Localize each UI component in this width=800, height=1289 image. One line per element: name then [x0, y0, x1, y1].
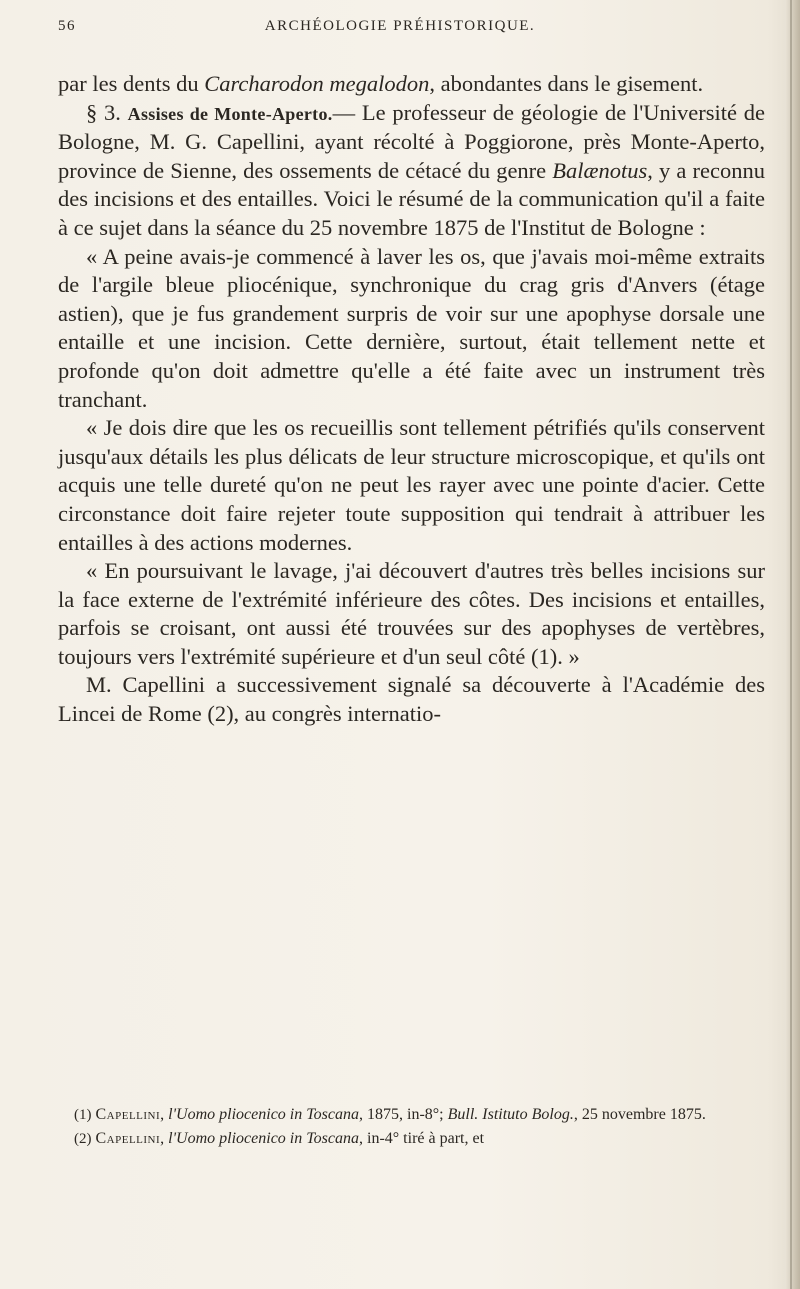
species-name: Carcharodon megalodon — [204, 71, 430, 96]
footnote-2-text-a: , in-4° tiré à part, et — [359, 1130, 485, 1147]
p1-text-a: par les dents du — [58, 71, 205, 96]
running-title: ARCHÉOLOGIE PRÉHISTORIQUE. — [264, 18, 536, 34]
footnote-1-text-b: , 25 novembre 1875. — [573, 1106, 706, 1123]
paragraph-5: « En poursuivant le lavage, j'ai découvert d'autres très belles incisions sur la face externe de l'extrémité inférieure des côtes. Des incisions et entailles, parfois se croisant, ont aussi été trouvées sur des apophyses de vertèbres, toujours vers l'extrémité supérieure et d'un seul côté (1). » — [58, 558, 765, 669]
genus-name: Balænotus — [552, 157, 648, 183]
binding-line — [790, 0, 792, 1289]
footnote-2-sep: , — [160, 1130, 169, 1147]
footnote-1-author: Capellini — [95, 1106, 161, 1123]
section-heading: Assises de Monte-Aperto. — [127, 103, 333, 124]
p2-text-a: — Le professeur de géologie de l'Université de Bologne, M. G. Capellini, ayant récolté à Poggiorone, près Monte-Aperto, province de Sienne, des ossements de cétacé du genre — [58, 99, 766, 183]
footnote-2 — [58, 1128, 765, 1150]
p2-text-b: , y a reconnu des incisions et des entailles. Voici le résumé de la communication qu'il a faite à ce sujet dans la séance du 25 novembre 1875 de l'Institut de Bologne : — [58, 157, 765, 240]
paragraph-6: M. Capellini a successivement signalé sa découverte à l'Académie des Lincei de Rome (2), au congrès internatio- — [58, 672, 765, 727]
paragraph-2 — [58, 99, 765, 243]
footnotes — [58, 1104, 765, 1152]
footnote-1 — [58, 1104, 765, 1126]
footnote-1-text-a: , 1875, in-8°; — [359, 1106, 448, 1123]
running-header — [58, 18, 742, 42]
footnote-1-mark: (1) — [74, 1107, 92, 1123]
footnote-1-title: l'Uomo pliocenico in Toscana — [168, 1106, 359, 1123]
footnote-2-mark: (2) — [74, 1131, 92, 1147]
footnote-1-sep: , — [160, 1106, 169, 1123]
body-text — [58, 70, 765, 729]
page-number: 56 — [58, 18, 76, 34]
footnote-1-journal: Bull. Istituto Bolog. — [447, 1106, 574, 1123]
p1-text-b: , abondantes dans le gisement. — [429, 71, 704, 96]
section-number: § 3. — [86, 99, 121, 125]
paragraph-4: « Je dois dire que les os recueillis sont tellement pétrifiés qu'ils conservent jusqu'aux détails les plus délicats de leur structure microscopique, et qu'ils ont acquis une telle dureté qu'on ne peut les rayer avec une pointe d'acier. Cette circonstance doit faire rejeter toute supposition qui tendrait à attribuer les entailles à des actions modernes. — [58, 415, 765, 555]
footnote-2-author: Capellini — [95, 1130, 161, 1147]
page-edge — [786, 0, 800, 1289]
paragraph-3: « A peine avais-je commencé à laver les os, que j'avais moi-même extraits de l'argile bleue pliocénique, synchronique du crag gris d'Anvers (étage astien), que je fus grandement surpris de voir sur une apophyse dorsale une entaille et une incision. Cette dernière, surtout, était tellement nette et profonde qu'on doit admettre qu'elle a été faite avec un instrument très tranchant. — [58, 243, 765, 412]
paragraph-1 — [58, 70, 765, 99]
footnote-2-title: l'Uomo pliocenico in Toscana — [168, 1130, 359, 1147]
